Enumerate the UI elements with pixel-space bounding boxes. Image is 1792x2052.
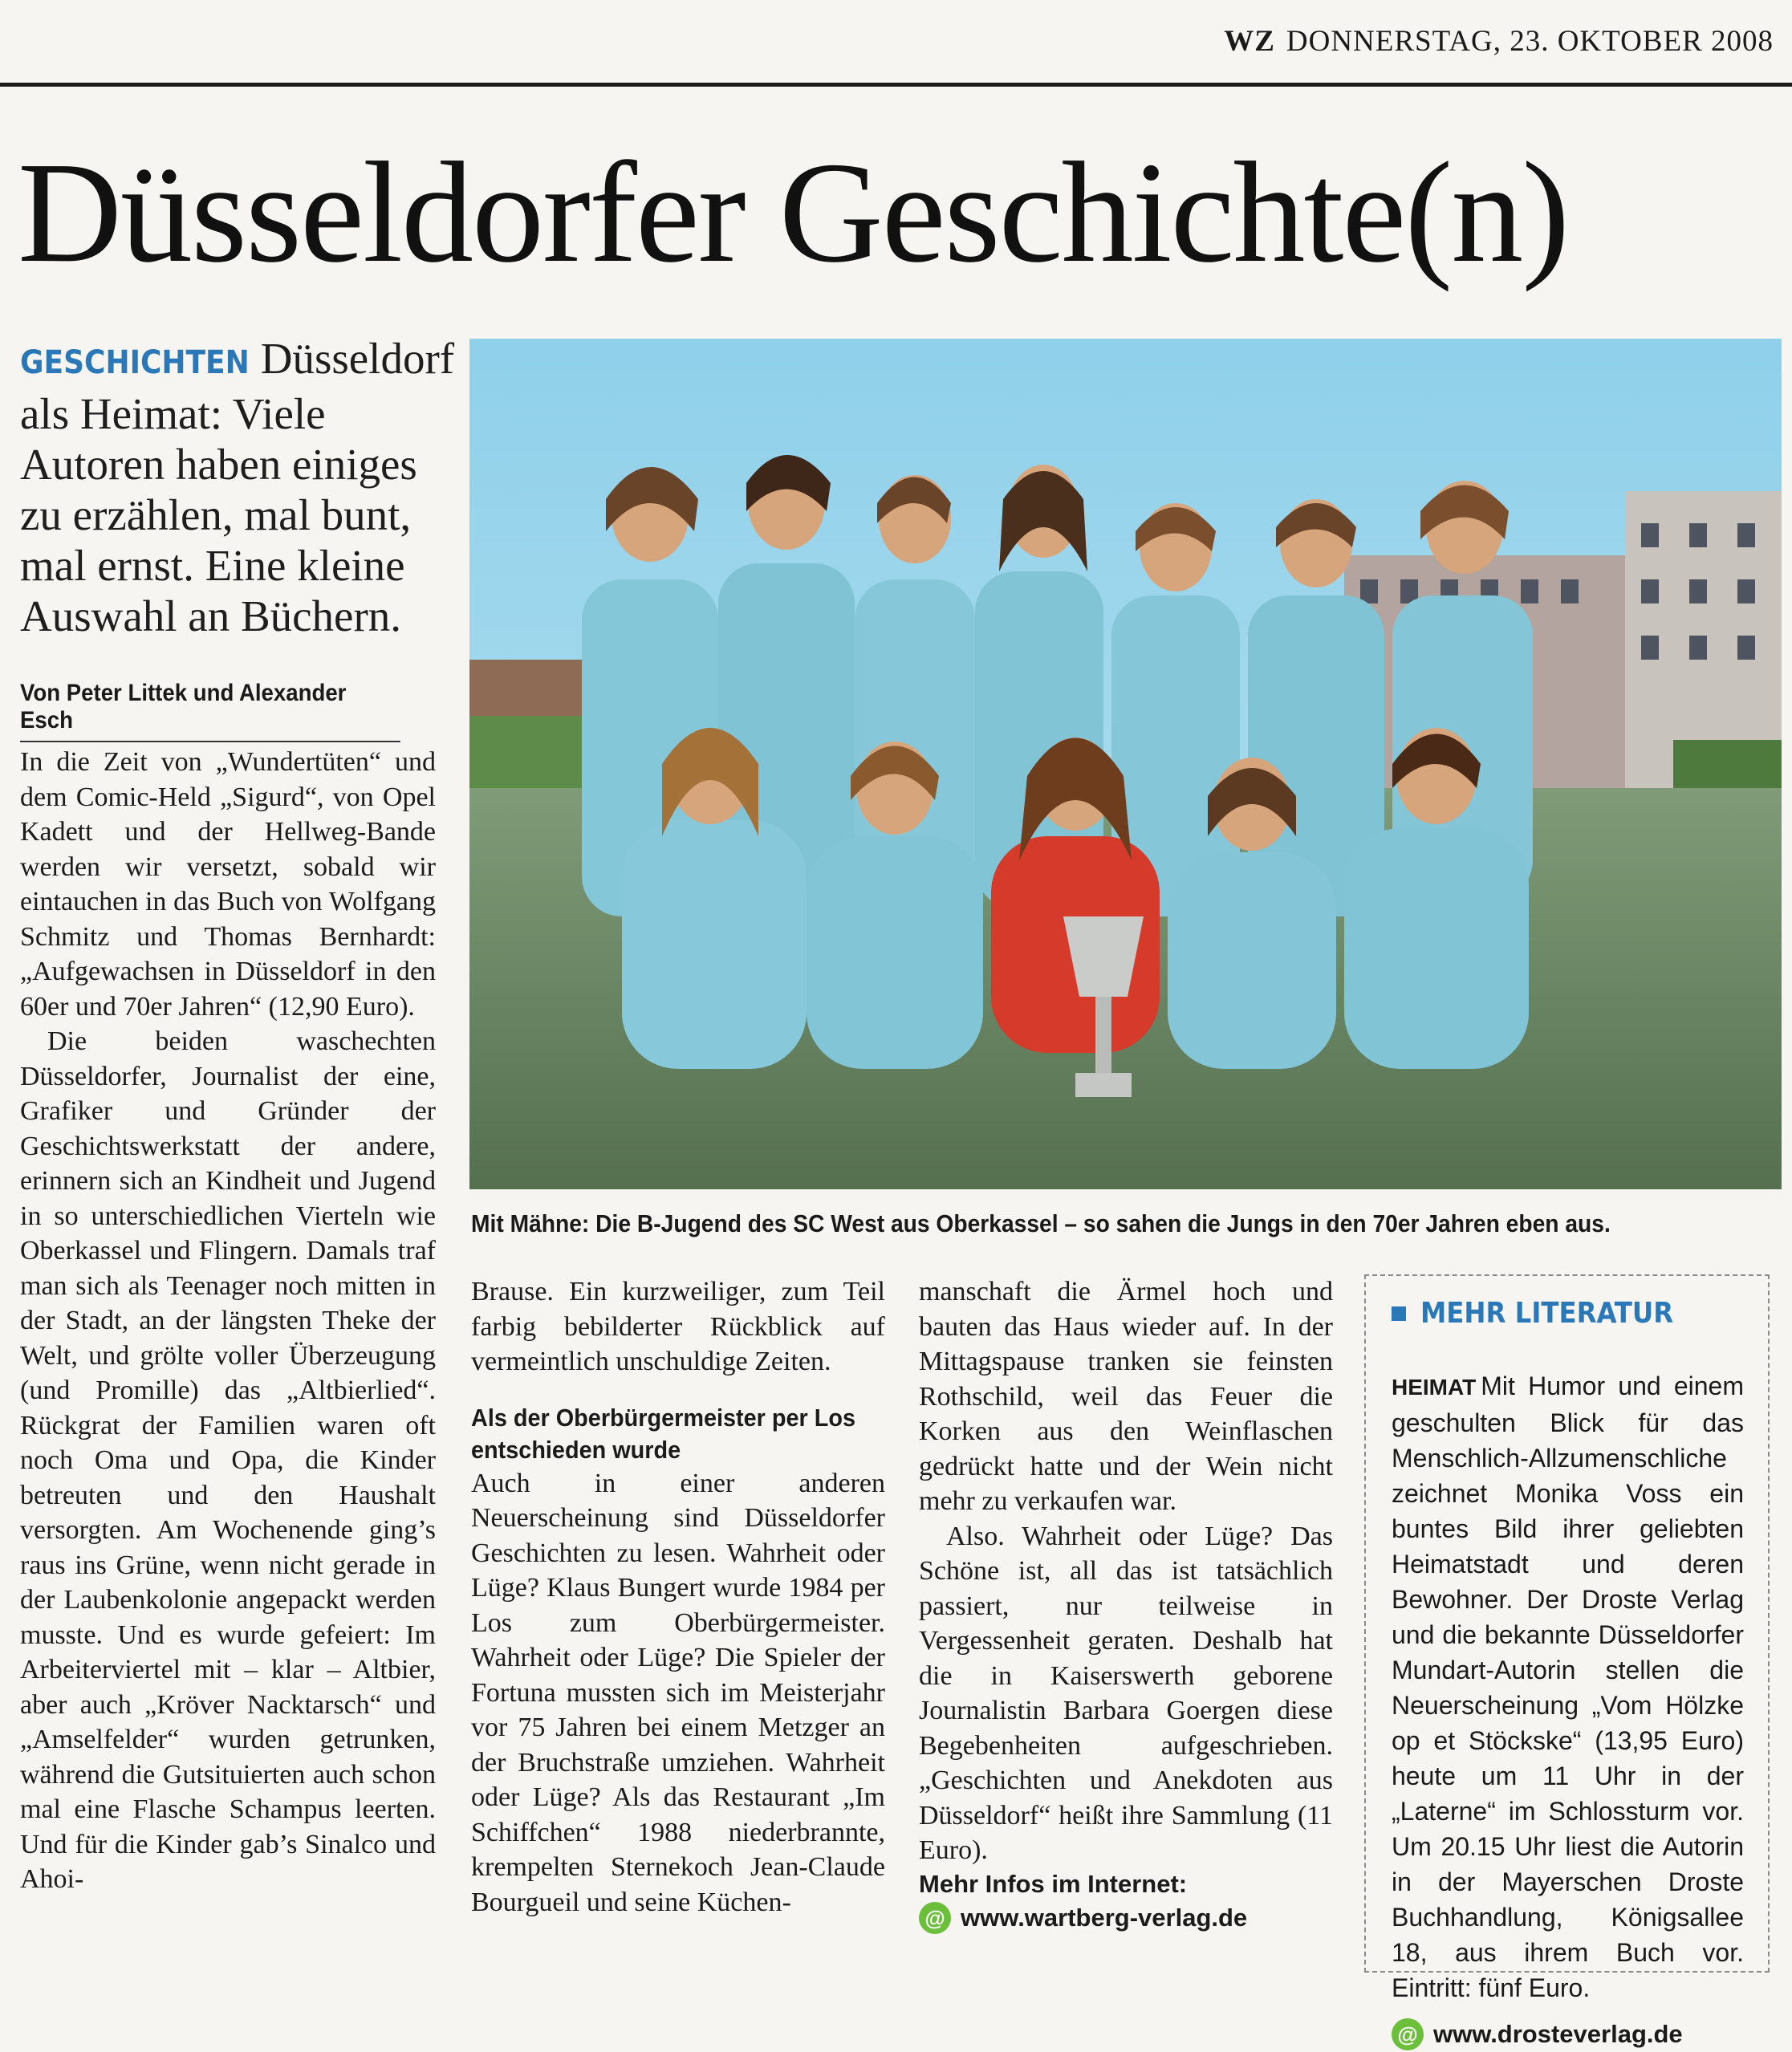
intro-text: Düsseldorf als Heimat: Viele Autoren haben einiges zu erzählen, mal bunt, mal ernst. Eine kleine Auswahl an Büchern. [20,334,455,640]
photo-caption: Mit Mähne: Die B-Jugend des SC West aus Oberkassel – so sahen die Jungs in den 70er Jahren eben aus. [471,1209,1611,1237]
square-bullet-icon [1392,1306,1406,1321]
infobox-text: Mit Humor und einem geschulten Blick für das Menschlich-Allzumenschliche zeichnet Monika Voss ein buntes Bild ihrer geliebten Heimatstadt und deren Bewohner. Der Droste Verlag und die bekannte Düsseldorfer Mundart-Autorin stellen die Neuerscheinung „Vom Hölzke op et Stöckske“ (13,95 Euro) heute um 11 Uhr in der „Laterne“ im Schlossturm vor. Um 20.15 Uhr liest die Autorin in der Mayerschen Droste Buchhandlung, Königsallee 18, aus ihrem Buch vor. Eintritt: fünf Euro. [1392,1371,1744,2002]
droste-link[interactable] [1392,2017,1744,2052]
issue-date: DONNERSTAG, 23. OKTOBER 2008 [1286,25,1774,58]
at-icon: @ [1392,2018,1424,2050]
team-photo-illustration [469,339,1782,1189]
web-info-label: Mehr Infos im Internet: [919,1869,1188,1898]
paper-name: WZ [1224,25,1275,58]
infobox-body [1392,1368,1744,2005]
intro-kicker: GESCHICHTEN [20,344,250,381]
page-headline: Düsseldorfer Geschichte(n) [18,132,1569,292]
team-photo [469,339,1782,1189]
paragraph: Auch in einer anderen Neuerscheinung sind Düsseldorfer Geschichten zu lesen. Wahrheit oder Lüge? Klaus Bungert wurde 1984 per Los zum Oberbürgermeister. Wahrheit oder Lüge? Die Spieler der Fortuna mussten sich im Meisterjahr vor 75 Jahren bei einem Metzger an der Bruchstraße umziehen. Wahrheit oder Lüge? Als das Restaurant „Im Schiffchen“ 1988 niederbrannte, krempelten Sternekoch Jean-Claude Bourgueil und seine Küchen- [471,1468,885,1917]
droste-url[interactable]: www.drosteverlag.de [1433,2020,1683,2048]
paragraph: In die Zeit von „Wundertüten“ und dem Comic-Held „Sigurd“, von Opel Kadett und der Hellweg-Bande werden wir versetzt, sobald wir eintauchen in das Buch von Wolfgang Schmitz und Thomas Bernhardt: „Aufgewachsen in Düsseldorf in den 60er und 70er Jahren“ (12,90 Euro). [20,747,436,1022]
intro-teaser [20,333,455,641]
article-column-2 [471,1274,885,1920]
article-column-3 [919,1274,1333,1936]
header-rule [0,83,1792,87]
at-icon: @ [919,1902,951,1934]
paragraph: Brause. Ein kurzweiliger, zum Teil farbig bebilderter Rückblick auf vermeintlich unschuldige Zeiten. [471,1277,885,1376]
paragraph: Die beiden waschechten Düsseldorfer, Journalist der eine, Grafiker und Gründer der Geschichtswerkstatt der andere, erinnern sich an Kindheit und Jugend in so unterschiedlichen Vierteln wie Oberkassel und Flingern. Damals traf man sich als Teenager noch mitten in der Stadt, an der längsten Theke der Welt, und grölte voller Überzeugung (und Promille) das „Altbierlied“. Rückgrat der Familien waren oft noch Oma und Opa, die Kinder betreuten und den Haushalt versorgten. Am Wochenende ging’s raus ins Grüne, wenn nicht gerade in der Laubenkolonie angepackt werden musste. Und es wurde gefeiert: Im Arbeiterviertel mit – klar – Altbier, aber auch „Kröver Nacktarsch“ und „Amselfelder“ wurden getrunken, während die Gutsituierten auch schon mal eine Flasche Schampus leerten. Und für die Kinder gab’s Sinalco und Ahoi- [20,1026,436,1894]
wartberg-link[interactable] [919,1900,1333,1936]
paragraph: Also. Wahrheit oder Lüge? Das Schöne ist, all das ist tatsächlich passiert, nur teilweise in Vergessenheit geraten. Deshalb hat die in Kaiserswerth geborene Journalistin Barbara Goergen diese Begebenheiten aufgeschrieben. „Geschichten und Anekdoten aus Düsseldorf“ heißt ihre Sammlung (11 Euro). [919,1521,1333,1865]
subheading: Als der Oberbürgermeister per Los entschieden wurde [471,1403,856,1464]
article-column-1 [20,745,436,1897]
infobox-title-text: MEHR LITERATUR [1420,1297,1674,1330]
byline: Von Peter Littek und Alexander Esch [20,680,400,742]
infobox-kicker: HEIMAT [1392,1375,1477,1400]
wartberg-url[interactable]: www.wartberg-verlag.de [961,1903,1248,1932]
paragraph: manschaft die Ärmel hoch und bauten das Haus wieder auf. In der Mittagspause tranken sie feinsten Rothschild, weil das Feuer die Korken aus den Weinflaschen gedrückt hatte und der Wein nicht mehr zu verkaufen war. [919,1277,1333,1516]
masthead [0,24,1774,59]
infobox-title [1392,1297,1744,1330]
infobox-more-literature [1364,1274,1770,2048]
